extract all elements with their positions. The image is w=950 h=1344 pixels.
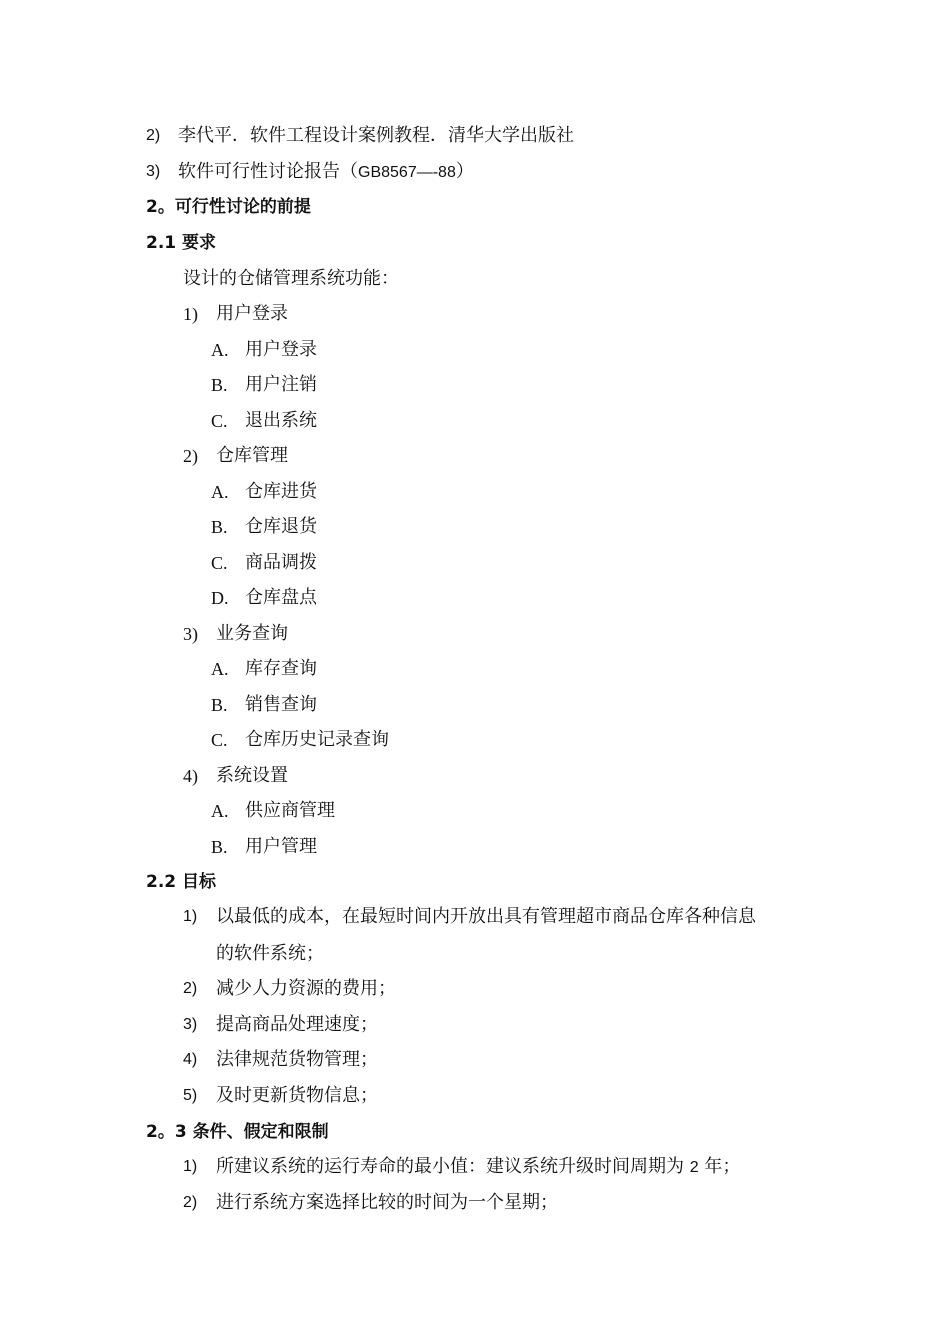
list-subitem: 仓库盘点 [245, 587, 317, 608]
list-number: 2) [183, 980, 198, 997]
list-letter: A. [211, 482, 229, 502]
reference-text-before: 软件可行性讨论报告（ [178, 161, 358, 182]
list-subitem: 销售查询 [245, 694, 317, 715]
list-letter: B. [211, 517, 228, 537]
list-item: 以最低的成本，在最短时间内开放出具有管理超市商品仓库各种信息 [216, 906, 756, 927]
list-item [216, 1156, 740, 1179]
list-item: 提高商品处理速度； [216, 1014, 378, 1035]
list-number: 1) [183, 908, 198, 925]
list-number: 5) [183, 1087, 198, 1104]
list-item: 及时更新货物信息； [216, 1085, 378, 1106]
list-subitem: 用户注销 [245, 374, 317, 395]
reference-number: 2) [146, 127, 161, 144]
list-item-text-after: 年； [698, 1156, 741, 1177]
section-heading: 2。可行性讨论的前提 [146, 197, 311, 217]
reference-text [178, 161, 474, 184]
list-item: 进行系统方案选择比较的时间为一个星期； [216, 1192, 558, 1213]
intro-text: 设计的仓储管理系统功能： [183, 268, 399, 289]
list-number: 4) [183, 1051, 198, 1068]
list-item-value: 2 [689, 1159, 699, 1176]
list-item: 减少人力资源的费用； [216, 978, 396, 999]
list-number: 2) [183, 446, 198, 466]
list-item: 法律规范货物管理； [216, 1049, 378, 1070]
list-subitem: 用户管理 [245, 836, 317, 857]
list-letter: B. [211, 837, 228, 857]
list-letter: C. [211, 553, 228, 573]
subsection-heading: 2.2 目标 [146, 872, 217, 892]
subsection-heading: 2.1 要求 [146, 233, 217, 253]
list-subitem: 供应商管理 [245, 800, 335, 821]
list-letter: D. [211, 588, 229, 608]
reference-number: 3) [146, 163, 161, 180]
reference-code: GB8567—-88 [358, 164, 456, 181]
list-letter: B. [211, 375, 228, 395]
list-item-text-before: 所建议系统的运行寿命的最小值：建议系统升级时间周期为 [216, 1156, 690, 1177]
list-letter: C. [211, 730, 228, 750]
list-subitem: 用户登录 [245, 339, 317, 360]
list-subitem: 商品调拨 [245, 552, 317, 573]
list-item: 业务查询 [216, 623, 288, 644]
reference-text: 李代平．软件工程设计案例教程．清华大学出版社 [178, 125, 574, 146]
subsection-heading: 2。3 条件、假定和限制 [146, 1122, 329, 1142]
list-number: 1) [183, 304, 198, 324]
list-item-continuation: 的软件系统； [216, 943, 324, 964]
list-letter: A. [211, 801, 229, 821]
list-subitem: 仓库历史记录查询 [245, 729, 389, 750]
list-item: 仓库管理 [216, 445, 288, 466]
list-number: 3) [183, 1016, 198, 1033]
list-letter: C. [211, 411, 228, 431]
list-item: 用户登录 [216, 303, 288, 324]
list-number: 3) [183, 624, 198, 644]
list-letter: A. [211, 659, 229, 679]
list-subitem: 仓库进货 [245, 481, 317, 502]
reference-text-after: ） [455, 161, 474, 182]
list-subitem: 库存查询 [245, 658, 317, 679]
list-number: 2) [183, 1194, 198, 1211]
list-number: 4) [183, 766, 198, 786]
list-subitem: 仓库退货 [245, 516, 317, 537]
list-letter: B. [211, 695, 228, 715]
list-item: 系统设置 [216, 765, 288, 786]
list-subitem: 退出系统 [245, 410, 317, 431]
list-letter: A. [211, 340, 229, 360]
list-number: 1) [183, 1158, 198, 1175]
